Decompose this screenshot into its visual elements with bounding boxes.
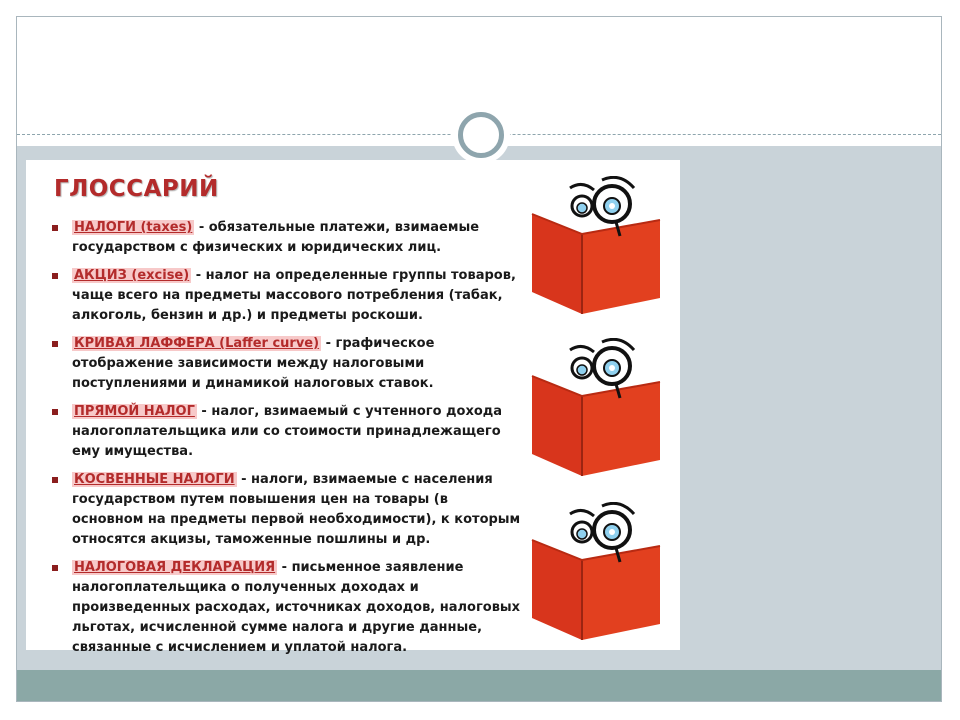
bullet-icon: [52, 225, 58, 231]
glossary-item: [52, 266, 522, 326]
glossary-item: [52, 470, 522, 550]
glossary-term: КРИВАЯ ЛАФФЕРА (Laffer curve): [74, 336, 320, 351]
glossary-definition: - налоги, взимаемые с населения государством путем повышения цен на товары (в основном на предметы первой необходимости), к которым относятся акцизы, таможенные пошлины и др.: [72, 472, 521, 547]
bullet-icon: [52, 477, 58, 483]
glossary-definition: - налог на определенные группы товаров, чаще всего на предметы массового потребления (табак, алкоголь, бензин и др.) и предметы роскоши.: [72, 268, 516, 323]
glossary-term: КОСВЕННЫЕ НАЛОГИ: [74, 472, 235, 487]
reading-book-figure-icon: [520, 176, 670, 316]
glossary-panel: [26, 160, 680, 655]
glossary-term: АКЦИЗ (excise): [74, 268, 190, 283]
glossary-definition: - обязательные платежи, взимаемые государством с физических и юридических лиц.: [72, 220, 480, 255]
slide-footer-band: [17, 670, 941, 701]
glossary-definition: - графическое отображение зависимости между налоговыми поступлениями и динамикой налоговых ставок.: [72, 336, 435, 391]
glossary-list: [52, 218, 522, 666]
glossary-term: НАЛОГИ (taxes): [74, 220, 193, 235]
slide-title: ГЛОССАРИЙ: [54, 176, 219, 202]
glossary-item: [52, 558, 522, 658]
bullet-icon: [52, 273, 58, 279]
glossary-definition: - письменное заявление налогоплательщика о полученных доходах и произведенных расходах, источниках доходов, налоговых льготах, исчисленной сумме налога и другие данные, связанные с исчислением и уплатой налога.: [72, 560, 521, 655]
reading-book-figure-icon: [520, 502, 670, 642]
glossary-item: [52, 218, 522, 258]
glossary-item: [52, 334, 522, 394]
ring-ornament-icon: [452, 106, 510, 164]
reading-book-figure-icon: [520, 338, 670, 478]
bullet-icon: [52, 565, 58, 571]
bullet-icon: [52, 341, 58, 347]
glossary-term: ПРЯМОЙ НАЛОГ: [74, 404, 195, 419]
glossary-term: НАЛОГОВАЯ ДЕКЛАРАЦИЯ: [74, 560, 276, 575]
bullet-icon: [52, 409, 58, 415]
glossary-definition: - налог, взимаемый с учтенного дохода налогоплательщика или со стоимости принадлежащего ему имущества.: [72, 404, 503, 459]
glossary-item: [52, 402, 522, 462]
